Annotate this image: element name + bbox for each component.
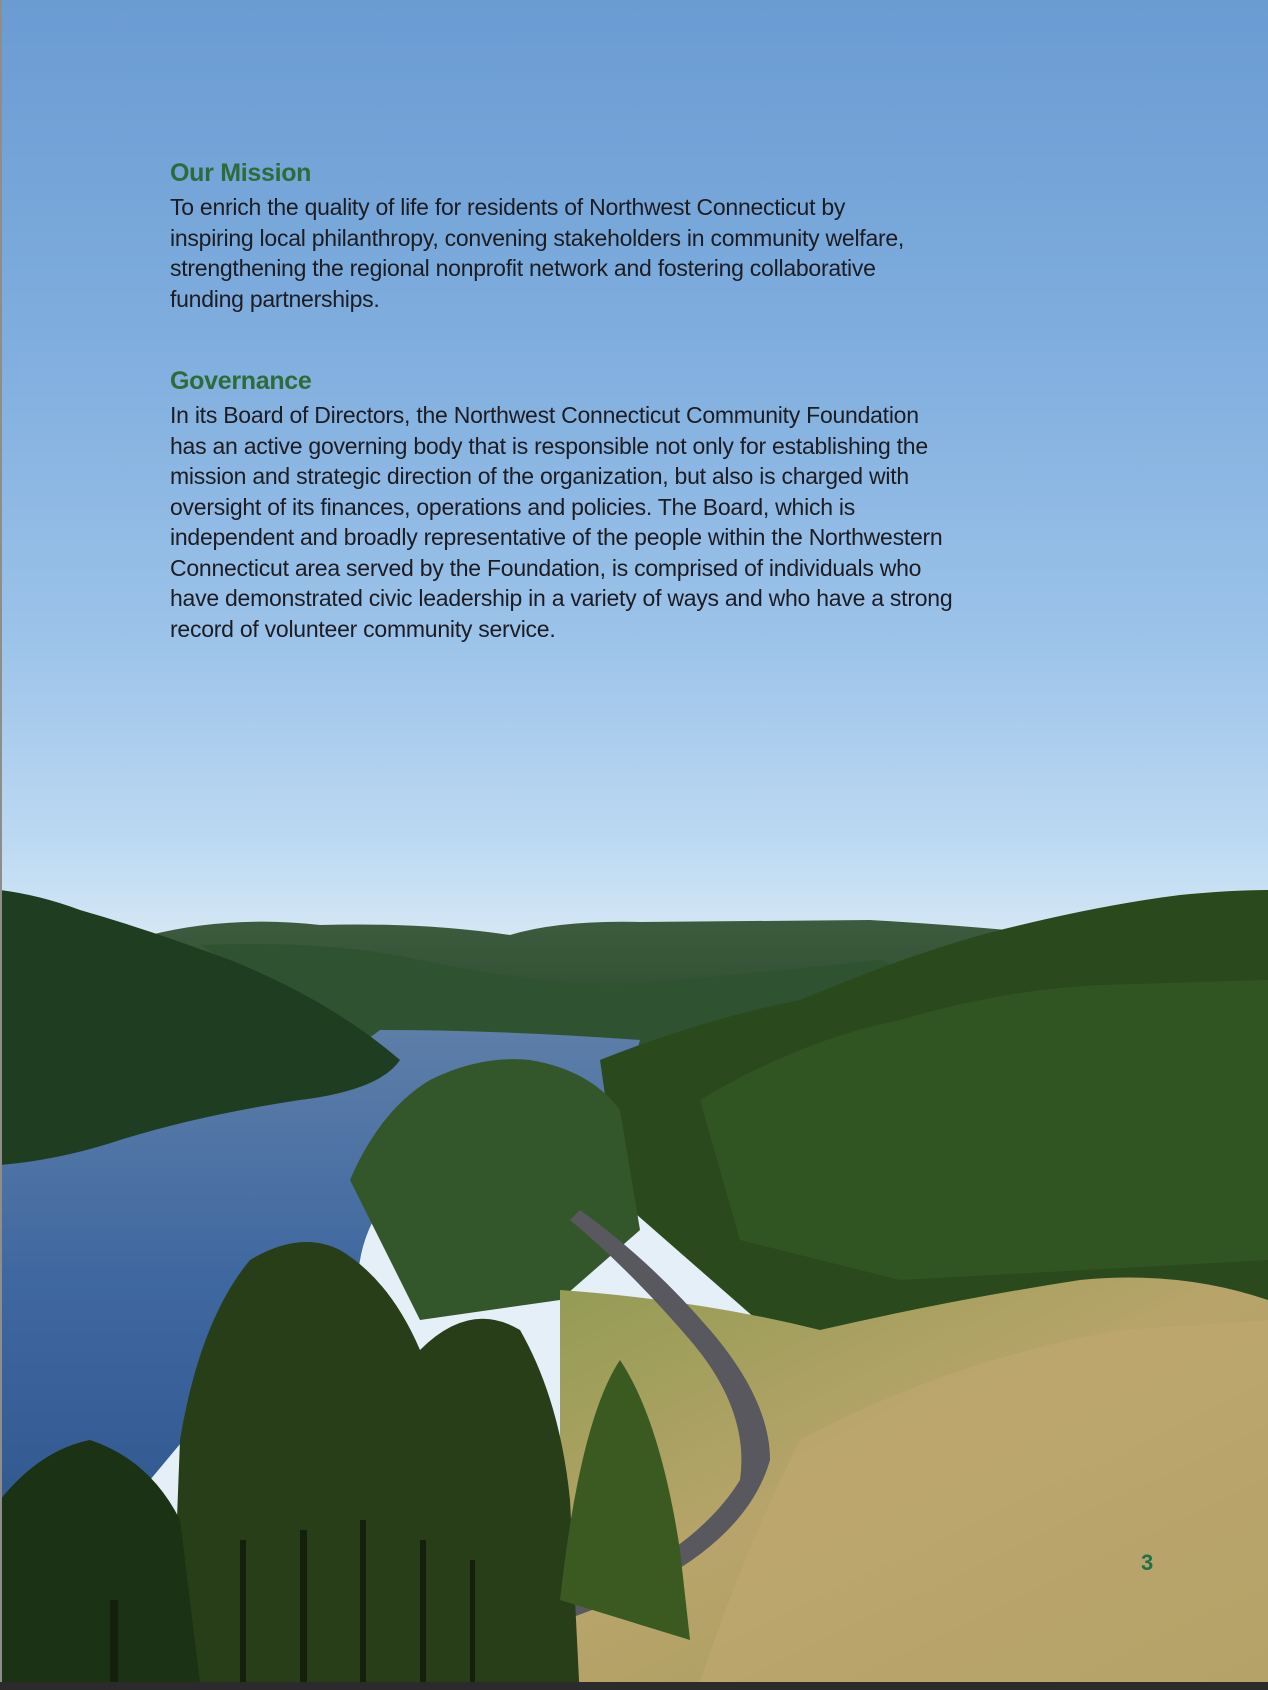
mission-line: funding partnerships.: [170, 285, 380, 312]
governance-line: mission and strategic direction of the organization, but also is charged with: [170, 463, 909, 489]
governance-line: has an active governing body that is responsible not only for establishing the: [170, 432, 928, 459]
foreground-trees: [170, 1242, 580, 1682]
governance-line: record of volunteer community service.: [170, 615, 556, 642]
governance-line: Connecticut area served by the Foundation, is comprised of individuals who: [170, 554, 922, 581]
governance-section: [170, 364, 1120, 644]
page-left-edge: [0, 0, 2, 1682]
governance-line: independent and broadly representative of the people within the Northwestern: [170, 524, 943, 550]
viewer-bottom-bar: [0, 1682, 1268, 1690]
governance-line: oversight of its finances, operations and policies. The Board, which is: [170, 493, 855, 520]
mission-body: [170, 192, 1120, 314]
governance-body: [170, 400, 1120, 644]
governance-heading: Governance: [170, 367, 312, 395]
mission-line: inspiring local philanthropy, convening stakeholders in community welfare,: [170, 224, 905, 251]
mission-line: To enrich the quality of life for residents of Northwest Connecticut by: [170, 194, 846, 220]
mission-line: strengthening the regional nonprofit network and fostering collaborative: [170, 255, 876, 281]
mission-heading: Our Mission: [170, 159, 312, 187]
page-number: 3: [1141, 1550, 1154, 1575]
governance-line: In its Board of Directors, the Northwest Connecticut Community Foundation: [170, 402, 919, 428]
governance-line: have demonstrated civic leadership in a variety of ways and who have a strong: [170, 585, 953, 611]
text-content: [170, 156, 1120, 644]
mission-section: [170, 156, 1120, 314]
